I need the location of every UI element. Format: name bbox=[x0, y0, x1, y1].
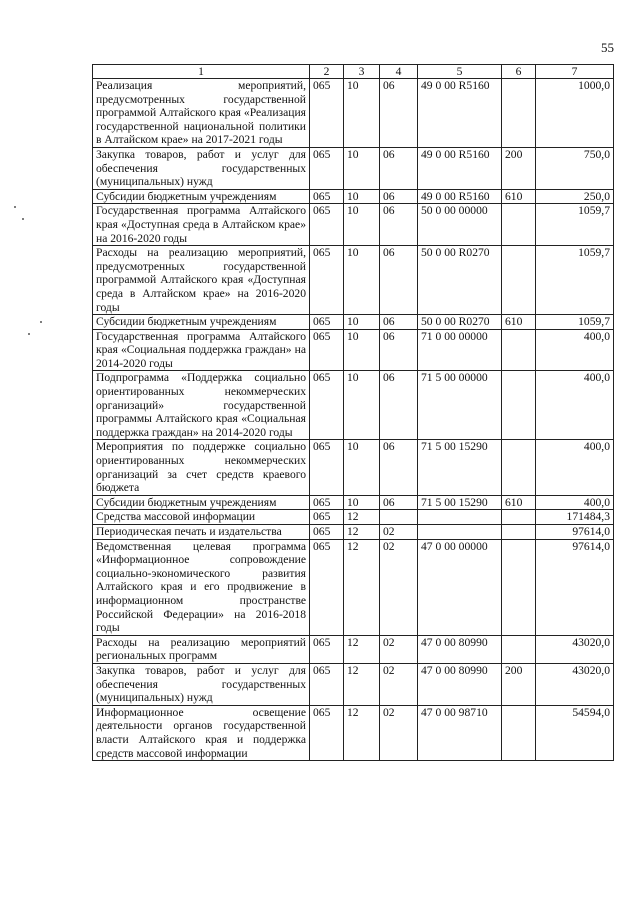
amount: 400,0 bbox=[536, 495, 614, 510]
target-article: 47 0 00 80990 bbox=[418, 663, 502, 705]
chapter-code: 065 bbox=[310, 440, 344, 495]
section-code: 12 bbox=[344, 663, 380, 705]
subsection-code: 06 bbox=[380, 315, 418, 330]
table-row bbox=[93, 495, 614, 510]
amount: 1059,7 bbox=[536, 246, 614, 315]
target-article: 50 0 00 R0270 bbox=[418, 315, 502, 330]
row-name: Расходы на реализацию мероприятий, предусмотренных государственной программой Алтайского края «Доступная среда в Алтайском крае» на 2016-2020 годы bbox=[93, 246, 310, 315]
row-name: Субсидии бюджетным учреждениям bbox=[93, 189, 310, 204]
section-code: 10 bbox=[344, 204, 380, 246]
chapter-code: 065 bbox=[310, 495, 344, 510]
scan-speck bbox=[14, 206, 16, 208]
amount: 400,0 bbox=[536, 371, 614, 440]
target-article bbox=[418, 510, 502, 525]
target-article: 71 5 00 15290 bbox=[418, 440, 502, 495]
row-name: Закупка товаров, работ и услуг для обеспечения государственных (муниципальных) нужд bbox=[93, 147, 310, 189]
row-name: Субсидии бюджетным учреждениям bbox=[93, 495, 310, 510]
subsection-code bbox=[380, 510, 418, 525]
subsection-code: 06 bbox=[380, 147, 418, 189]
expense-type: 200 bbox=[502, 663, 536, 705]
target-article: 47 0 00 00000 bbox=[418, 539, 502, 635]
subsection-code: 02 bbox=[380, 705, 418, 760]
table-row bbox=[93, 204, 614, 246]
section-code: 10 bbox=[344, 371, 380, 440]
table-row bbox=[93, 525, 614, 540]
table-row bbox=[93, 315, 614, 330]
row-name: Расходы на реализацию мероприятий региональных программ bbox=[93, 635, 310, 663]
expense-type bbox=[502, 539, 536, 635]
target-article: 71 5 00 00000 bbox=[418, 371, 502, 440]
section-code: 10 bbox=[344, 495, 380, 510]
subsection-code: 06 bbox=[380, 189, 418, 204]
column-header: 3 bbox=[344, 65, 380, 79]
row-name: Информационное освещение деятельности органов государственной власти Алтайского края и поддержка средств массовой информации bbox=[93, 705, 310, 760]
chapter-code: 065 bbox=[310, 79, 344, 148]
subsection-code: 06 bbox=[380, 329, 418, 371]
chapter-code: 065 bbox=[310, 525, 344, 540]
budget-table bbox=[92, 64, 614, 761]
chapter-code: 065 bbox=[310, 147, 344, 189]
amount: 97614,0 bbox=[536, 525, 614, 540]
row-name: Государственная программа Алтайского края «Доступная среда в Алтайском крае» на 2016-2020 годы bbox=[93, 204, 310, 246]
section-code: 12 bbox=[344, 539, 380, 635]
subsection-code: 02 bbox=[380, 663, 418, 705]
target-article: 71 0 00 00000 bbox=[418, 329, 502, 371]
chapter-code: 065 bbox=[310, 705, 344, 760]
column-header: 7 bbox=[536, 65, 614, 79]
amount: 750,0 bbox=[536, 147, 614, 189]
table-row bbox=[93, 371, 614, 440]
table-row bbox=[93, 79, 614, 148]
amount: 250,0 bbox=[536, 189, 614, 204]
subsection-code: 02 bbox=[380, 525, 418, 540]
amount: 43020,0 bbox=[536, 635, 614, 663]
table-row bbox=[93, 189, 614, 204]
table-row bbox=[93, 329, 614, 371]
target-article: 47 0 00 80990 bbox=[418, 635, 502, 663]
section-code: 10 bbox=[344, 329, 380, 371]
header-row bbox=[93, 65, 614, 79]
subsection-code: 06 bbox=[380, 371, 418, 440]
section-code: 12 bbox=[344, 510, 380, 525]
scan-speck bbox=[22, 218, 24, 220]
section-code: 12 bbox=[344, 705, 380, 760]
chapter-code: 065 bbox=[310, 635, 344, 663]
subsection-code: 06 bbox=[380, 246, 418, 315]
expense-type bbox=[502, 525, 536, 540]
expense-type: 610 bbox=[502, 315, 536, 330]
target-article: 47 0 00 98710 bbox=[418, 705, 502, 760]
amount: 54594,0 bbox=[536, 705, 614, 760]
row-name: Ведомственная целевая программа «Информационное сопровождение социально-экономического развития Алтайского края и его продвижение в информационном пространстве Российской Федерации» на 2016-2018 годы bbox=[93, 539, 310, 635]
scan-speck bbox=[28, 333, 30, 335]
section-code: 12 bbox=[344, 525, 380, 540]
row-name: Подпрограмма «Поддержка социально ориентированных некоммерческих организаций» государственной программы Алтайского края «Социальная поддержка граждан» на 2014-2020 годы bbox=[93, 371, 310, 440]
section-code: 10 bbox=[344, 79, 380, 148]
table-row bbox=[93, 440, 614, 495]
expense-type: 200 bbox=[502, 147, 536, 189]
subsection-code: 02 bbox=[380, 635, 418, 663]
chapter-code: 065 bbox=[310, 246, 344, 315]
table-row bbox=[93, 510, 614, 525]
subsection-code: 06 bbox=[380, 440, 418, 495]
column-header: 1 bbox=[93, 65, 310, 79]
section-code: 10 bbox=[344, 147, 380, 189]
subsection-code: 06 bbox=[380, 204, 418, 246]
amount: 1000,0 bbox=[536, 79, 614, 148]
table-row bbox=[93, 246, 614, 315]
section-code: 10 bbox=[344, 315, 380, 330]
chapter-code: 065 bbox=[310, 315, 344, 330]
amount: 1059,7 bbox=[536, 315, 614, 330]
amount: 1059,7 bbox=[536, 204, 614, 246]
expense-type bbox=[502, 635, 536, 663]
expense-type bbox=[502, 371, 536, 440]
target-article: 50 0 00 00000 bbox=[418, 204, 502, 246]
column-header: 2 bbox=[310, 65, 344, 79]
amount: 171484,3 bbox=[536, 510, 614, 525]
table-row bbox=[93, 147, 614, 189]
table-row bbox=[93, 539, 614, 635]
target-article bbox=[418, 525, 502, 540]
subsection-code: 02 bbox=[380, 539, 418, 635]
target-article: 49 0 00 R5160 bbox=[418, 189, 502, 204]
subsection-code: 06 bbox=[380, 79, 418, 148]
chapter-code: 065 bbox=[310, 663, 344, 705]
amount: 400,0 bbox=[536, 440, 614, 495]
amount: 400,0 bbox=[536, 329, 614, 371]
row-name: Мероприятия по поддержке социально ориентированных некоммерческих организаций за счет средств краевого бюджета bbox=[93, 440, 310, 495]
column-header: 4 bbox=[380, 65, 418, 79]
target-article: 49 0 00 R5160 bbox=[418, 79, 502, 148]
chapter-code: 065 bbox=[310, 510, 344, 525]
column-header: 6 bbox=[502, 65, 536, 79]
chapter-code: 065 bbox=[310, 371, 344, 440]
section-code: 10 bbox=[344, 440, 380, 495]
expense-type bbox=[502, 79, 536, 148]
table-body bbox=[93, 79, 614, 761]
expense-type bbox=[502, 510, 536, 525]
target-article: 71 5 00 15290 bbox=[418, 495, 502, 510]
expense-type bbox=[502, 204, 536, 246]
amount: 97614,0 bbox=[536, 539, 614, 635]
row-name: Закупка товаров, работ и услуг для обеспечения государственных (муниципальных) нужд bbox=[93, 663, 310, 705]
row-name: Средства массовой информации bbox=[93, 510, 310, 525]
expense-type bbox=[502, 440, 536, 495]
section-code: 12 bbox=[344, 635, 380, 663]
expense-type: 610 bbox=[502, 189, 536, 204]
amount: 43020,0 bbox=[536, 663, 614, 705]
target-article: 50 0 00 R0270 bbox=[418, 246, 502, 315]
subsection-code: 06 bbox=[380, 495, 418, 510]
target-article: 49 0 00 R5160 bbox=[418, 147, 502, 189]
row-name: Реализация мероприятий, предусмотренных государственной программой Алтайского края «Реализация государственной национальной политики в Алтайском крае» на 2017-2021 годы bbox=[93, 79, 310, 148]
section-code: 10 bbox=[344, 189, 380, 204]
section-code: 10 bbox=[344, 246, 380, 315]
expense-type bbox=[502, 329, 536, 371]
chapter-code: 065 bbox=[310, 189, 344, 204]
chapter-code: 065 bbox=[310, 539, 344, 635]
row-name: Государственная программа Алтайского края «Социальная поддержка граждан» на 2014-2020 годы bbox=[93, 329, 310, 371]
table-row bbox=[93, 705, 614, 760]
expense-type: 610 bbox=[502, 495, 536, 510]
chapter-code: 065 bbox=[310, 329, 344, 371]
table-row bbox=[93, 663, 614, 705]
row-name: Субсидии бюджетным учреждениям bbox=[93, 315, 310, 330]
chapter-code: 065 bbox=[310, 204, 344, 246]
page-number: 55 bbox=[601, 40, 614, 55]
scan-speck bbox=[40, 321, 42, 323]
row-name: Периодическая печать и издательства bbox=[93, 525, 310, 540]
expense-type bbox=[502, 705, 536, 760]
table-row bbox=[93, 635, 614, 663]
column-header: 5 bbox=[418, 65, 502, 79]
expense-type bbox=[502, 246, 536, 315]
